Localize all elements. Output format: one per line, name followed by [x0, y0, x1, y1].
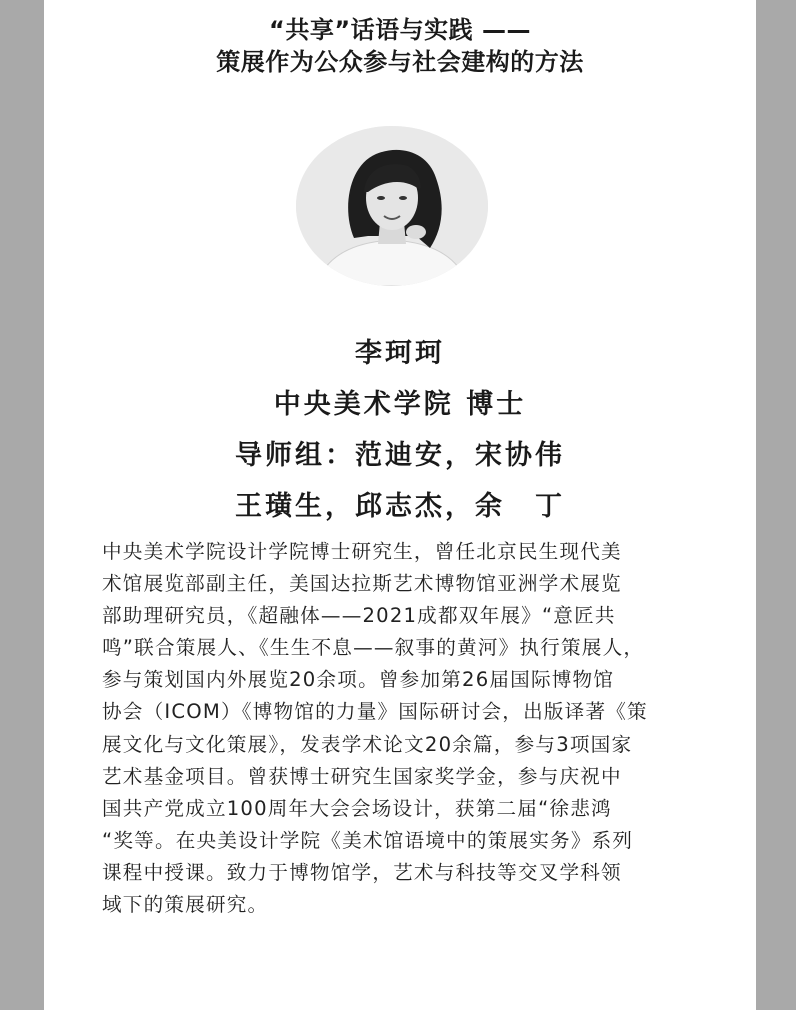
bio-line: 参与策划国内外展览20余项。曾参加第26届国际博物馆	[102, 668, 615, 692]
left-margin-bar	[0, 0, 44, 1010]
avatar	[296, 126, 488, 286]
biography-text	[102, 536, 704, 921]
bio-line: 课程中授课。致力于博物馆学，艺术与科技等交叉学科领	[102, 860, 622, 884]
bio-line: 部助理研究员，《超融体——2021成都双年展》“意匠共	[102, 604, 616, 628]
bio-line: 国共产党成立100周年大会会场设计，获第二届“徐悲鸿	[102, 796, 612, 820]
portrait-photo	[296, 126, 488, 286]
bio-line: 术馆展览部副主任，美国达拉斯艺术博物馆亚洲学术展览	[102, 572, 622, 596]
bio-line: 协会（ICOM）《博物馆的力量》国际研讨会，出版译著《策	[102, 700, 648, 724]
bio-line: 鸣”联合策展人、《生生不息——叙事的黄河》执行策展人，	[102, 636, 645, 660]
advisors-line-2: 王璜生，邱志杰，余 丁	[235, 491, 565, 522]
bio-line: 展文化与文化策展》，发表学术论文20余篇，参与3项国家	[102, 732, 633, 756]
profile-info	[44, 328, 756, 532]
affiliation: 中央美术学院 博士	[273, 389, 527, 420]
title-line-1: “共享”话语与实践 ——	[269, 16, 531, 44]
bio-line: 中央美术学院设计学院博士研究生，曾任北京民生现代美	[102, 540, 622, 563]
title-line-2: 策展作为公众参与社会建构的方法	[216, 48, 584, 76]
advisors-line-1: 导师组：范迪安，宋协伟	[235, 440, 565, 471]
document-page	[44, 0, 756, 1010]
bio-line: 域下的策展研究。	[102, 893, 269, 917]
page-title	[44, 14, 756, 78]
person-name: 李珂珂	[355, 338, 445, 369]
bio-line: 艺术基金项目。曾获博士研究生国家奖学金，参与庆祝中	[102, 764, 622, 788]
bio-line: “奖等。在央美设计学院《美术馆语境中的策展实务》系列	[102, 828, 634, 852]
right-margin-bar	[756, 0, 796, 1010]
